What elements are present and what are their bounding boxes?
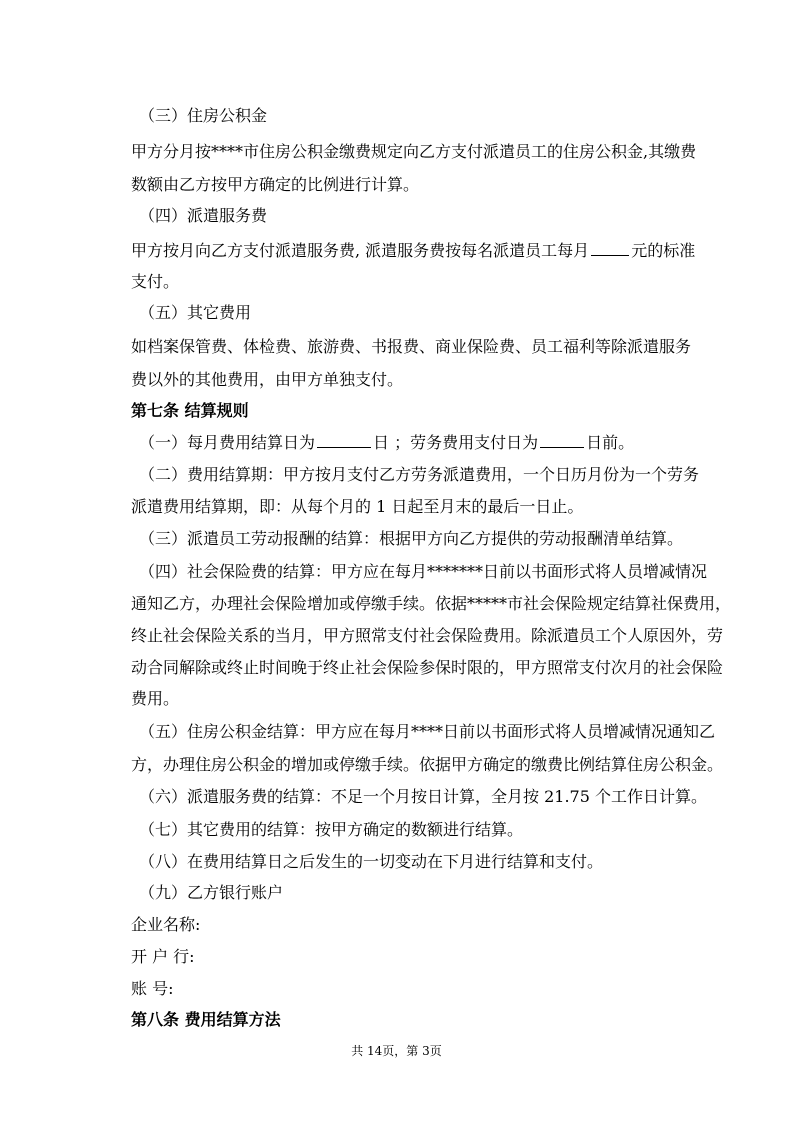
paragraph-line: [131, 432, 634, 453]
paragraph-line: （九）乙方银行账户: [139, 883, 284, 902]
paragraph-line: （三）派遣员工劳动报酬的结算：根据甲方向乙方提供的劳动报酬清单结算。: [139, 529, 684, 548]
section-heading: （五）其它费用: [139, 303, 252, 322]
paragraph-line: （五）住房公积金结算：甲方应在每月****日前以书面形式将人员增减情况通知乙: [139, 722, 716, 741]
paragraph-text: 甲方按月向乙方支付派遣服务费, 派遣服务费按每名派遣员工每月: [131, 241, 590, 260]
paragraph-line: 甲方分月按****市住房公积金缴费规定向乙方支付派遣员工的住房公积金,其缴费: [131, 142, 697, 161]
paragraph-line: （八）在费用结算日之后发生的一切变动在下月进行结算和支付。: [139, 852, 604, 871]
paragraph-line: 通知乙方，办理社会保险增加或停缴手续。依据*****市社会保险规定结算社保费用，: [131, 594, 732, 613]
bank-company-name-label: 企业名称:: [131, 915, 201, 934]
paragraph-line: 如档案保管费、体检费、旅游费、书报费、商业保险费、员工福利等除派遣服务: [131, 337, 692, 356]
paragraph-line: （七）其它费用的结算：按甲方确定的数额进行结算。: [139, 820, 524, 839]
bank-account-label: 账 号:: [131, 979, 174, 998]
fill-blank: [591, 240, 629, 256]
article-heading: 第八条 费用结算方法: [131, 1010, 281, 1029]
paragraph-line: 支付。: [131, 272, 180, 291]
section-heading: （四）派遣服务费: [139, 206, 268, 225]
paragraph-line: 派遣费用结算期，即：从每个月的 1 日起至月末的最后一日止。: [131, 497, 584, 516]
paragraph-line: 费以外的其他费用，由甲方单独支付。: [131, 370, 404, 389]
paragraph-line: （六）派遣服务费的结算：不足一个月按日计算，全月按 21.75 个工作日计算。: [139, 787, 707, 806]
paragraph-text: 日 ；劳务费用支付日为: [373, 433, 539, 452]
fill-blank: [540, 432, 584, 448]
paragraph-line: 终止社会保险关系的当月，甲方照常支付社会保险费用。除派遣员工个人原因外，劳: [131, 626, 724, 645]
paragraph-text: 元的标准: [631, 241, 696, 260]
paragraph-line: 动合同解除或终止时间晚于终止社会保险参保时限的，甲方照常支付次月的社会保险: [131, 658, 724, 677]
article-heading: 第七条 结算规则: [131, 401, 249, 420]
paragraph-line: [131, 240, 695, 261]
page-footer: 共 14页，第 3页: [351, 1044, 442, 1058]
paragraph-line: 方，办理住房公积金的增加或停缴手续。依据甲方确定的缴费比例结算住房公积金。: [131, 755, 724, 774]
paragraph-line: 数额由乙方按甲方确定的比例进行计算。: [131, 175, 420, 194]
paragraph-line: 费用。: [131, 689, 180, 708]
paragraph-text: （一）每月费用结算日为: [139, 433, 316, 452]
paragraph-line: （二）费用结算期：甲方按月支付乙方劳务派遣费用，一个日历月份为一个劳务: [139, 465, 700, 484]
paragraph-line: （四）社会保险费的结算：甲方应在每月*******日前以书面形式将人员增减情况: [139, 562, 708, 581]
paragraph-text: 日前。: [586, 433, 635, 452]
section-heading: （三）住房公积金: [139, 106, 268, 125]
fill-blank: [317, 432, 371, 448]
bank-name-label: 开 户 行:: [131, 947, 195, 966]
